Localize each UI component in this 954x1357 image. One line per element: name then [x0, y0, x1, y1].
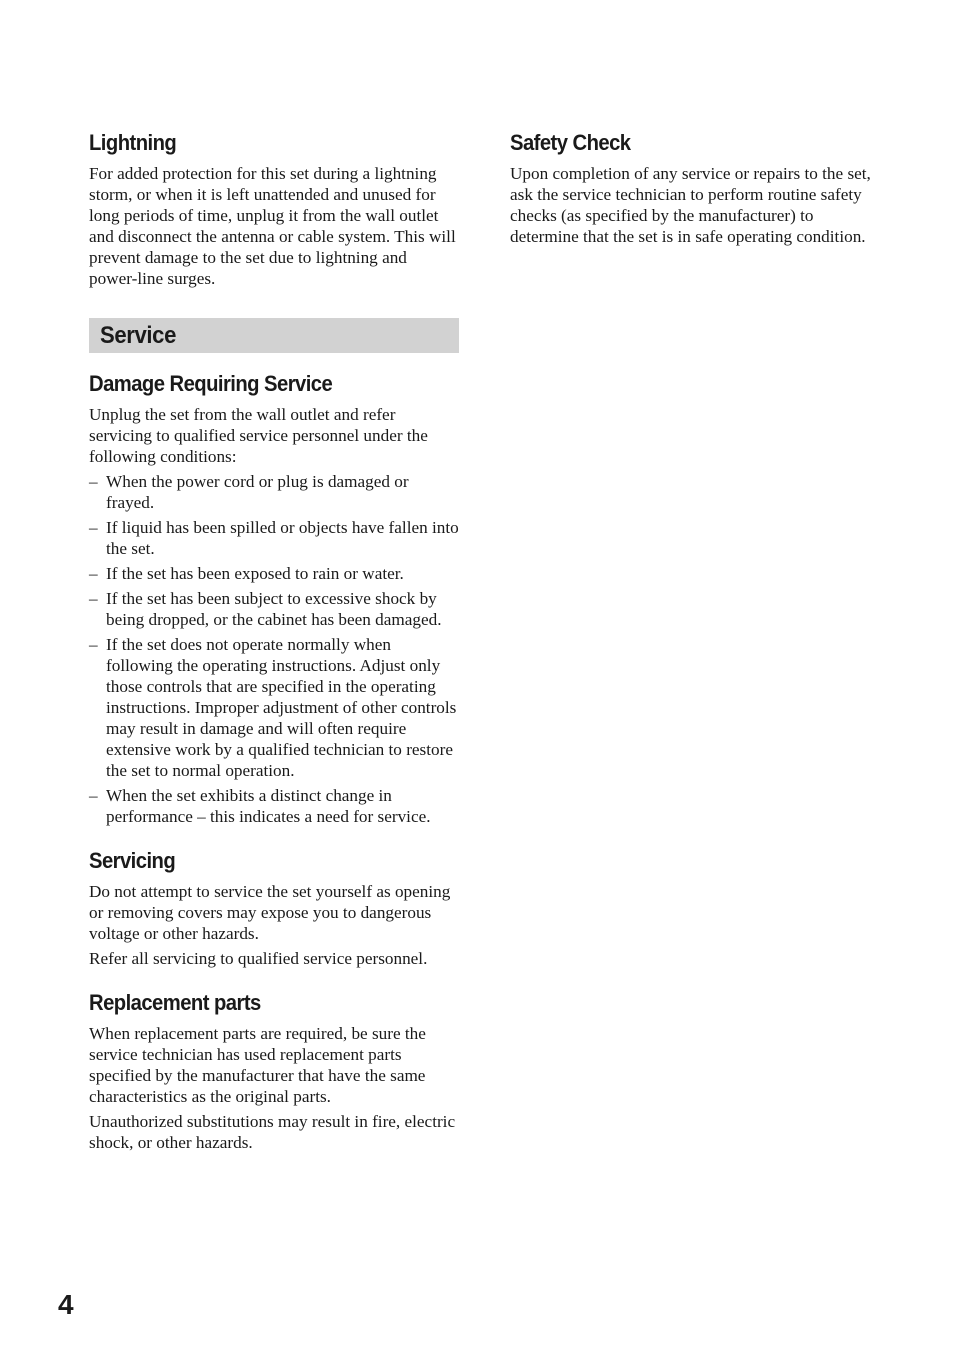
left-column: [89, 128, 459, 1157]
replacement-heading: Replacement parts: [89, 990, 261, 1015]
list-item: – When the set exhibits a distinct change in performance – this indicates a need for service.: [89, 785, 459, 827]
list-item: – If liquid has been spilled or objects have fallen into the set.: [89, 517, 459, 559]
safety-heading: Safety Check: [510, 130, 631, 155]
lightning-heading: Lightning: [89, 130, 177, 155]
lightning-body: For added protection for this set during a lightning storm, or when it is left unattended and unused for long periods of time, unplug it from the wall outlet and disconnect the antenna or cable system. This will prevent damage to the set due to lightning and power-line surges.: [89, 164, 456, 288]
damage-intro: Unplug the set from the wall outlet and refer servicing to qualified service personnel under the following conditions:: [89, 405, 428, 466]
servicing-heading: Servicing: [89, 848, 176, 873]
replacement-parts-section: [89, 988, 459, 1153]
list-item: – If the set has been subject to excessive shock by being dropped, or the cabinet has been damaged.: [89, 588, 459, 630]
list-item: – If the set has been exposed to rain or water.: [89, 563, 459, 584]
right-column: [510, 128, 872, 251]
replacement-body-1: When replacement parts are required, be sure the service technician has used replacement parts specified by the manufacturer that have the same characteristics as the original parts.: [89, 1024, 426, 1106]
safety-check-section: [510, 128, 872, 247]
damage-requiring-service-section: [89, 369, 459, 827]
list-item: – If the set does not operate normally when following the operating instructions. Adjust only those controls that are specified in the operating instructions. Improper adjustment of other controls may result in damage and will often require extensive work by a qualified technician to restore the set to normal operation.: [89, 634, 459, 781]
damage-conditions-list: [89, 471, 459, 827]
lightning-section: [89, 128, 459, 289]
servicing-body-2: Refer all servicing to qualified service personnel.: [89, 949, 428, 968]
service-band-title: Service: [100, 322, 177, 349]
servicing-body-1: Do not attempt to service the set yourself as opening or removing covers may expose you to dangerous voltage or other hazards.: [89, 882, 451, 943]
service-band: [89, 318, 459, 353]
safety-body: Upon completion of any service or repairs to the set, ask the service technician to perform routine safety checks (as specified by the manufacturer) to determine that the set is in safe operating condition.: [510, 164, 871, 246]
damage-heading: Damage Requiring Service: [89, 371, 333, 396]
servicing-section: [89, 846, 459, 969]
page-number: 4: [58, 1289, 74, 1320]
list-item: – When the power cord or plug is damaged or frayed.: [89, 471, 459, 513]
replacement-body-2: Unauthorized substitutions may result in fire, electric shock, or other hazards.: [89, 1112, 456, 1152]
